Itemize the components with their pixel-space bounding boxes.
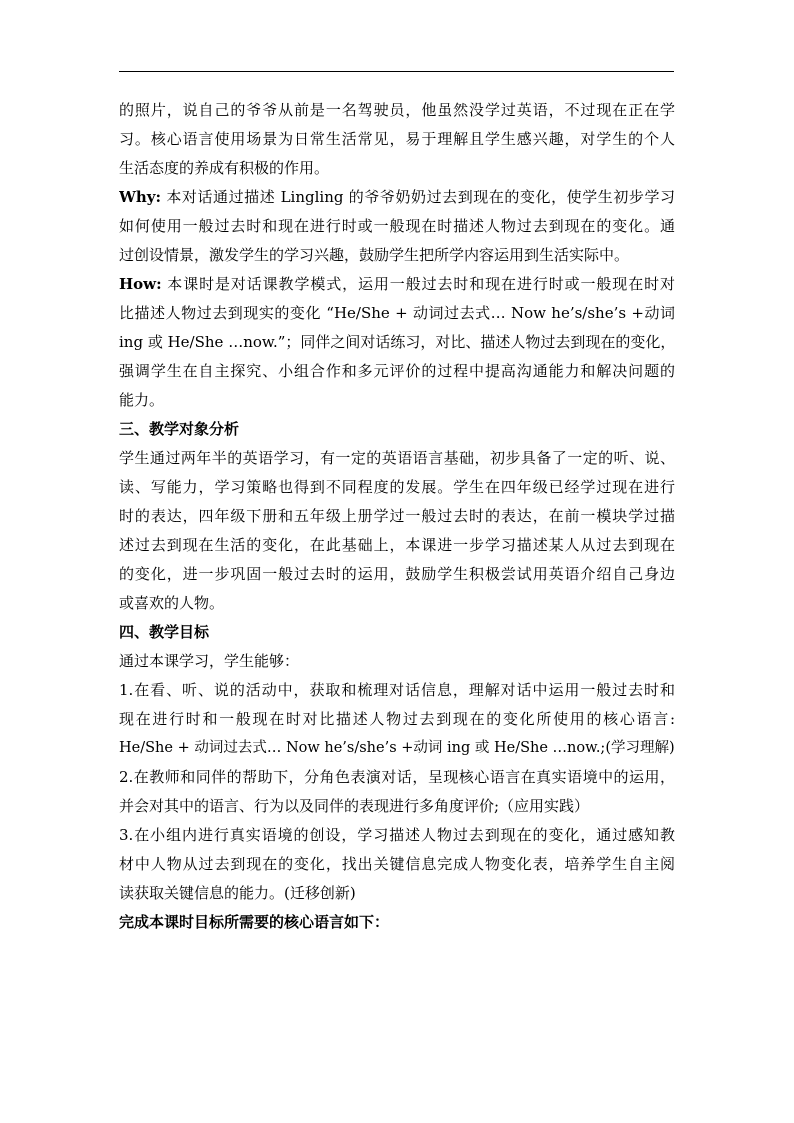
line-text: 如何使用一般过去时和现在进行时或一般现在时描述人物过去到现在的变化。通 (119, 217, 675, 235)
paragraph-line (119, 96, 675, 125)
paragraph-line (119, 821, 675, 850)
line-text: 读获取关键信息的能力。(迁移创新) (119, 884, 356, 902)
line-text: 的变化，进一步巩固一般过去时的运用，鼓励学生积极尝试用英语介绍自己身边 (119, 565, 675, 583)
line-text: 并会对其中的语言、行为以及同伴的表现进行多角度评价;（应用实践） (119, 797, 590, 815)
paragraph-line (119, 299, 675, 328)
line-text: 生活态度的养成有积极的作用。 (119, 159, 330, 177)
paragraph-line (119, 154, 675, 183)
line-text: 时的表达，四年级下册和五年级上册学过一般过去时的表达，在前一模块学过描 (119, 507, 675, 525)
paragraph-label: Why: (119, 188, 162, 206)
paragraph-line (119, 473, 675, 502)
paragraph-line (119, 531, 675, 560)
line-text: 习。核心语言使用场景为日常生活常见，易于理解且学生感兴趣，对学生的个人 (119, 130, 675, 148)
paragraph-line (119, 647, 675, 676)
line-text: 2.在教师和同伴的帮助下，分角色表演对话，呈现核心语言在真实语境中的运用， (119, 768, 675, 786)
line-text: 材中人物从过去到现在的变化，找出关键信息完成人物变化表，培养学生自主阅 (119, 855, 675, 873)
line-text: 强调学生在自主探究、小组合作和多元评价的过程中提高沟通能力和解决问题的 (119, 362, 675, 380)
line-text: 或喜欢的人物。 (119, 594, 225, 612)
header-rule (119, 71, 674, 72)
paragraph-line (119, 560, 675, 589)
document-body (119, 96, 675, 937)
paragraph-line (119, 676, 675, 705)
line-text: He/She + 动词过去式… Now he’s/she’s +动词 ing 或 He/She …now.;(学习理解) (119, 740, 675, 756)
section-heading: 三、教学对象分析 (119, 420, 240, 438)
line-text: ing 或 He/She …now.”；同伴之间对话练习，对比、描述人物过去到现在的变化， (119, 333, 675, 351)
line-text: 比描述人物过去到现实的变化 “He/She + 动词过去式… Now he’s/she’s +动词 (119, 304, 675, 322)
line-text: 现在进行时和一般现在时对比描述人物过去到现在的变化所使用的核心语言: (119, 710, 675, 728)
paragraph-line (119, 125, 675, 154)
paragraph-line (119, 734, 675, 763)
paragraph-line (119, 763, 675, 792)
paragraph-line (119, 212, 675, 241)
line-text: 通过本课学习，学生能够： (119, 652, 300, 670)
line-text: 述过去到现在生活的变化，在此基础上，本课进一步学习描述某人从过去到现在 (119, 536, 675, 554)
paragraph-line (119, 850, 675, 879)
paragraph-line (119, 705, 675, 734)
line-text: 本对话通过描述 Lingling 的爷爷奶奶过去到现在的变化，使学生初步学习 (161, 188, 675, 206)
paragraph-line (119, 386, 675, 415)
paragraph-line (119, 357, 675, 386)
line-text: 3.在小组内进行真实语境的创设，学习描述人物过去到现在的变化，通过感知教 (119, 826, 675, 844)
line-text: 学生通过两年半的英语学习，有一定的英语语言基础，初步具备了一定的听、说、 (119, 449, 675, 467)
line-text: 过创设情景，激发学生的学习兴趣，鼓励学生把所学内容运用到生活实际中。 (119, 246, 630, 264)
section-heading: 完成本课时目标所需要的核心语言如下： (119, 913, 390, 931)
line-text: 的照片，说自己的爷爷从前是一名驾驶员，他虽然没学过英语，不过现在正在学 (119, 101, 675, 119)
paragraph-line (119, 879, 675, 908)
paragraph-line (119, 328, 675, 357)
paragraph-line (119, 241, 675, 270)
paragraph-line (119, 589, 675, 618)
line-text: 本课时是对话课教学模式，运用一般过去时和现在进行时或一般现在时对 (161, 275, 675, 293)
line-text: 1.在看、听、说的活动中，获取和梳理对话信息，理解对话中运用一般过去时和 (119, 681, 675, 699)
paragraph-line (119, 444, 675, 473)
section-heading: 四、教学目标 (119, 623, 210, 641)
paragraph-line (119, 270, 675, 299)
line-text: 读、写能力，学习策略也得到不同程度的发展。学生在四年级已经学过现在进行 (119, 478, 675, 496)
paragraph-line (119, 183, 675, 212)
paragraph-line (119, 502, 675, 531)
line-text: 能力。 (119, 391, 165, 409)
paragraph-label: How: (119, 275, 162, 293)
paragraph-line (119, 792, 675, 821)
